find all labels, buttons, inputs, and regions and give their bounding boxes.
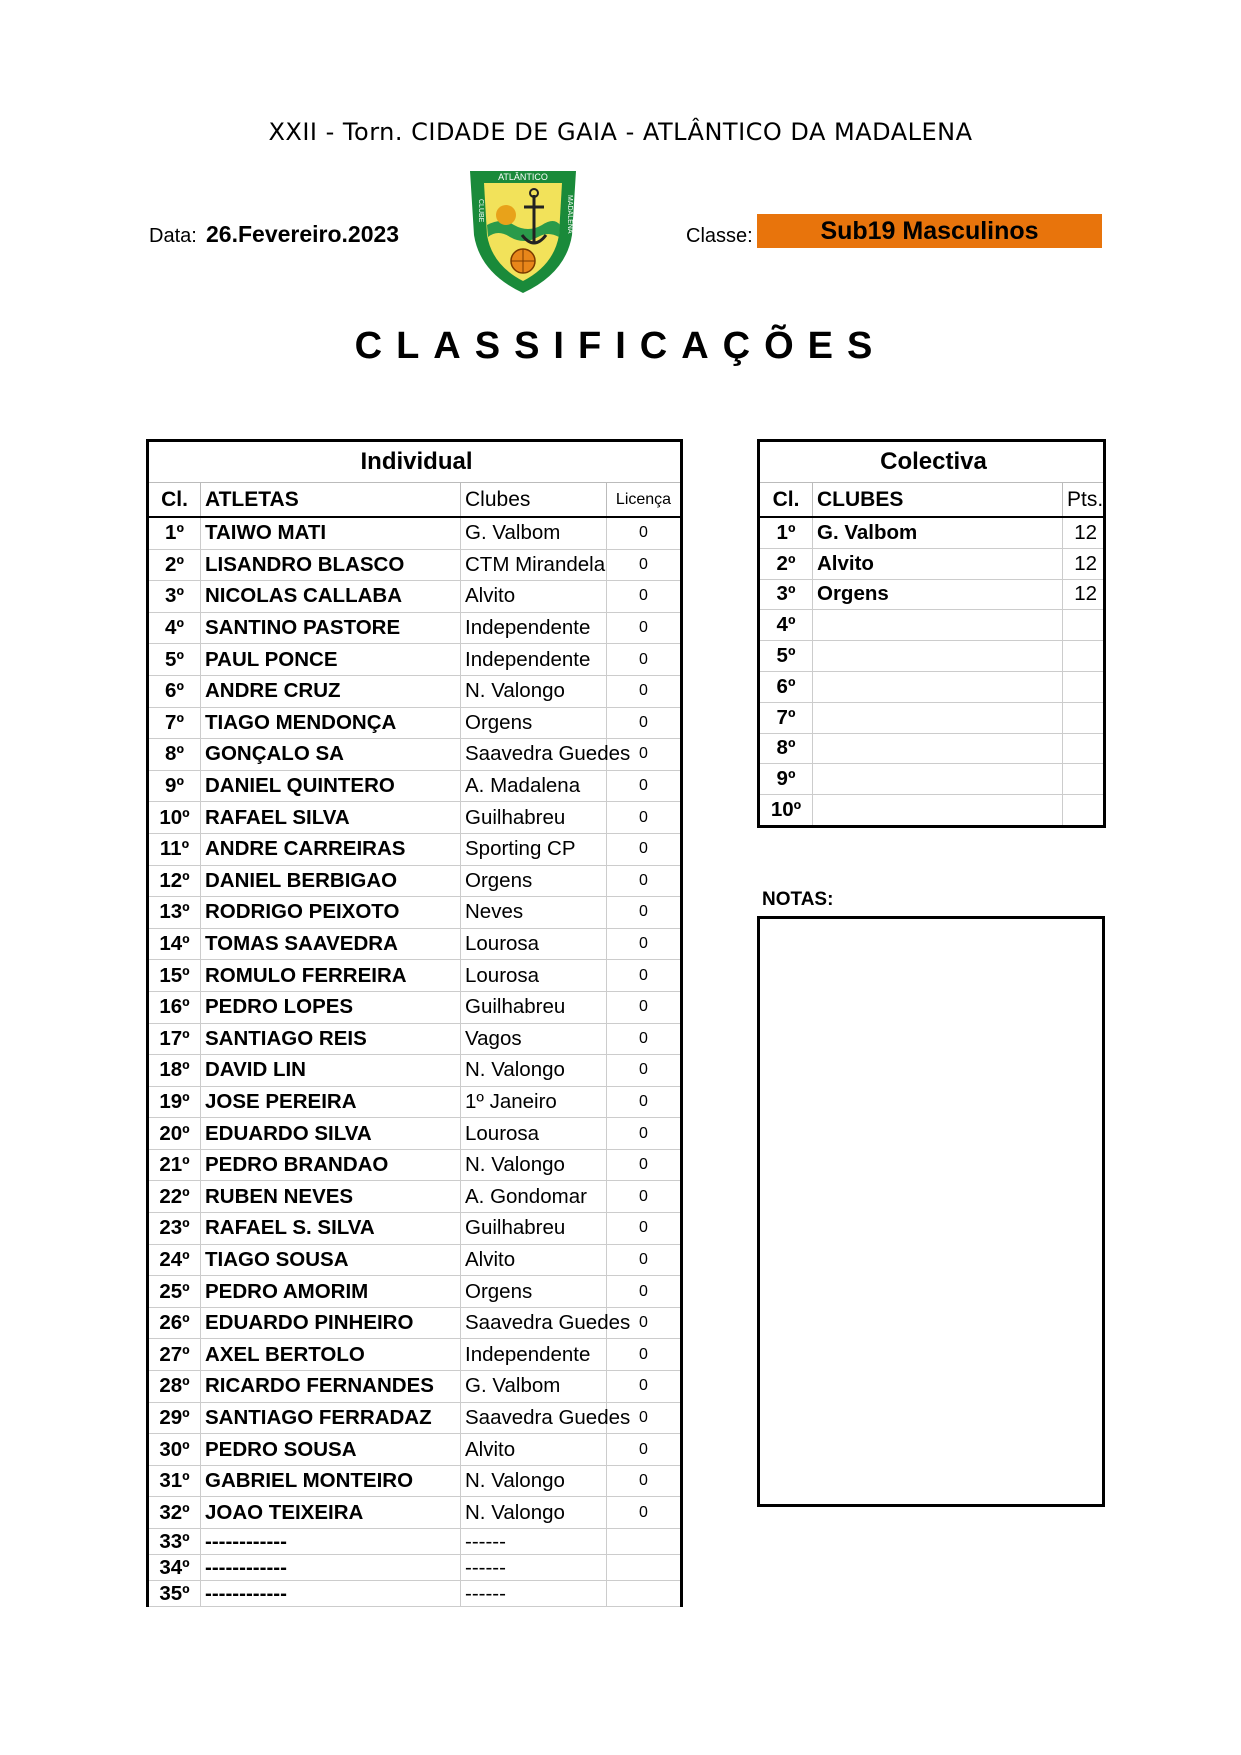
licenca-cell: 0 xyxy=(607,1149,682,1181)
licenca-cell: 0 xyxy=(607,612,682,644)
athlete-cell: RAFAEL SILVA xyxy=(201,802,461,834)
athlete-cell: ANDRE CARREIRAS xyxy=(201,833,461,865)
club-cell: ------ xyxy=(461,1555,607,1581)
athlete-cell: TAIWO MATI xyxy=(201,517,461,549)
licenca-cell: 0 xyxy=(607,1086,682,1118)
licenca-cell: 0 xyxy=(607,1023,682,1055)
table-row xyxy=(148,1213,682,1245)
licenca-cell: 0 xyxy=(607,549,682,581)
athlete-cell: RUBEN NEVES xyxy=(201,1181,461,1213)
points-cell: 12 xyxy=(1063,517,1105,548)
athlete-cell: ------------ xyxy=(201,1555,461,1581)
licenca-cell: 0 xyxy=(607,865,682,897)
licenca-cell: 0 xyxy=(607,1434,682,1466)
rank-cell: 8º xyxy=(759,733,813,764)
athlete-cell: JOSE PEREIRA xyxy=(201,1086,461,1118)
club-cell: Orgens xyxy=(813,579,1063,610)
club-cell: Alvito xyxy=(461,1244,607,1276)
club-cell xyxy=(813,733,1063,764)
licenca-cell: 0 xyxy=(607,1371,682,1403)
club-cell: Guilhabreu xyxy=(461,1213,607,1245)
rank-cell: 10º xyxy=(148,802,201,834)
logo-top-text: ATLÂNTICO xyxy=(498,172,548,182)
table-row xyxy=(759,795,1105,827)
table-row xyxy=(148,1276,682,1308)
club-crest-icon xyxy=(462,165,584,295)
athlete-cell: LISANDRO BLASCO xyxy=(201,549,461,581)
athlete-cell: ------------ xyxy=(201,1581,461,1607)
club-cell: CTM Mirandela xyxy=(461,549,607,581)
rank-cell: 5º xyxy=(759,641,813,672)
licenca-cell: 0 xyxy=(607,675,682,707)
licenca-cell: 0 xyxy=(607,739,682,771)
club-cell: 1º Janeiro xyxy=(461,1086,607,1118)
club-cell: Orgens xyxy=(461,865,607,897)
licenca-cell: 0 xyxy=(607,1181,682,1213)
licenca-cell: 0 xyxy=(607,1497,682,1529)
athlete-cell: NICOLAS CALLABA xyxy=(201,581,461,613)
tournament-title: XXII - Torn. CIDADE DE GAIA - ATLÂNTICO DA MADALENA xyxy=(268,118,973,146)
rank-cell: 10º xyxy=(759,795,813,827)
date-value: 26.Fevereiro.2023 xyxy=(206,221,400,247)
club-cell xyxy=(813,795,1063,827)
points-cell xyxy=(1063,702,1105,733)
licenca-cell xyxy=(607,1581,682,1607)
rank-cell: 25º xyxy=(148,1276,201,1308)
licenca-cell: 0 xyxy=(607,1213,682,1245)
athlete-cell: PEDRO BRANDAO xyxy=(201,1149,461,1181)
licenca-cell: 0 xyxy=(607,517,682,549)
club-cell xyxy=(813,671,1063,702)
rank-cell: 6º xyxy=(759,671,813,702)
licenca-cell: 0 xyxy=(607,960,682,992)
rank-cell: 33º xyxy=(148,1529,201,1555)
rank-cell: 2º xyxy=(759,548,813,579)
athlete-cell: DAVID LIN xyxy=(201,1055,461,1087)
licenca-cell: 0 xyxy=(607,770,682,802)
club-cell: N. Valongo xyxy=(461,1465,607,1497)
table-row xyxy=(148,1402,682,1434)
table-row xyxy=(148,675,682,707)
page-title: CLASSIFICAÇÕES xyxy=(354,325,887,367)
rank-cell: 22º xyxy=(148,1181,201,1213)
club-cell: Orgens xyxy=(461,1276,607,1308)
licenca-cell: 0 xyxy=(607,897,682,929)
club-cell: N. Valongo xyxy=(461,675,607,707)
table-row xyxy=(148,1149,682,1181)
rank-cell: 9º xyxy=(148,770,201,802)
licenca-cell: 0 xyxy=(607,707,682,739)
athlete-cell: RICARDO FERNANDES xyxy=(201,1371,461,1403)
athlete-cell: GABRIEL MONTEIRO xyxy=(201,1465,461,1497)
club-cell: Lourosa xyxy=(461,1118,607,1150)
athlete-cell: ------------ xyxy=(201,1529,461,1555)
table-row xyxy=(759,610,1105,641)
rank-cell: 13º xyxy=(148,897,201,929)
club-cell: ------ xyxy=(461,1581,607,1607)
athlete-cell: SANTIAGO REIS xyxy=(201,1023,461,1055)
athlete-cell: TOMAS SAAVEDRA xyxy=(201,928,461,960)
licenca-cell: 0 xyxy=(607,1244,682,1276)
rank-cell: 6º xyxy=(148,675,201,707)
athlete-cell: JOAO TEIXEIRA xyxy=(201,1497,461,1529)
header-atletas: ATLETAS xyxy=(201,483,461,518)
club-cell: A. Madalena xyxy=(461,770,607,802)
table-row xyxy=(759,764,1105,795)
table-row xyxy=(148,897,682,929)
table-row xyxy=(148,960,682,992)
club-cell: Guilhabreu xyxy=(461,991,607,1023)
table-row xyxy=(759,641,1105,672)
rank-cell: 4º xyxy=(148,612,201,644)
licenca-cell: 0 xyxy=(607,1055,682,1087)
club-cell: Independente xyxy=(461,1339,607,1371)
header-clubes: CLUBES xyxy=(813,483,1063,518)
club-cell: G. Valbom xyxy=(813,517,1063,548)
rank-cell: 15º xyxy=(148,960,201,992)
rank-cell: 2º xyxy=(148,549,201,581)
rank-cell: 23º xyxy=(148,1213,201,1245)
club-cell: Saavedra Guedes xyxy=(461,739,607,771)
rank-cell: 4º xyxy=(759,610,813,641)
table-row xyxy=(148,1181,682,1213)
colectiva-caption: Colectiva xyxy=(759,441,1105,483)
club-cell: G. Valbom xyxy=(461,517,607,549)
rank-cell: 20º xyxy=(148,1118,201,1150)
licenca-cell xyxy=(607,1529,682,1555)
athlete-cell: RAFAEL S. SILVA xyxy=(201,1213,461,1245)
club-cell xyxy=(813,764,1063,795)
licenca-cell: 0 xyxy=(607,928,682,960)
header-clubes: Clubes xyxy=(461,483,607,518)
club-cell xyxy=(813,702,1063,733)
athlete-cell: GONÇALO SA xyxy=(201,739,461,771)
table-row xyxy=(148,517,682,549)
rank-cell: 18º xyxy=(148,1055,201,1087)
table-row xyxy=(148,549,682,581)
licenca-cell: 0 xyxy=(607,1465,682,1497)
licenca-cell: 0 xyxy=(607,644,682,676)
header-licenca: Licença xyxy=(607,483,682,518)
athlete-cell: TIAGO SOUSA xyxy=(201,1244,461,1276)
table-row xyxy=(148,770,682,802)
rank-cell: 12º xyxy=(148,865,201,897)
notas-box xyxy=(757,916,1105,1507)
rank-cell: 28º xyxy=(148,1371,201,1403)
individual-caption: Individual xyxy=(148,441,682,483)
rank-cell: 7º xyxy=(148,707,201,739)
rank-cell: 3º xyxy=(148,581,201,613)
licenca-cell: 0 xyxy=(607,991,682,1023)
rank-cell: 19º xyxy=(148,1086,201,1118)
athlete-cell: RODRIGO PEIXOTO xyxy=(201,897,461,929)
licenca-cell: 0 xyxy=(607,1276,682,1308)
table-row xyxy=(148,991,682,1023)
licenca-cell: 0 xyxy=(607,1307,682,1339)
table-row xyxy=(148,865,682,897)
rank-cell: 14º xyxy=(148,928,201,960)
points-cell xyxy=(1063,641,1105,672)
table-row xyxy=(148,581,682,613)
rank-cell: 34º xyxy=(148,1555,201,1581)
date-label: Data: xyxy=(149,225,197,247)
table-row xyxy=(759,671,1105,702)
table-row xyxy=(148,1581,682,1607)
rank-cell: 7º xyxy=(759,702,813,733)
table-row xyxy=(148,1465,682,1497)
table-row xyxy=(148,1023,682,1055)
table-row xyxy=(148,1086,682,1118)
club-cell: Saavedra Guedes xyxy=(461,1307,607,1339)
table-row xyxy=(148,1529,682,1555)
athlete-cell: AXEL BERTOLO xyxy=(201,1339,461,1371)
points-cell xyxy=(1063,610,1105,641)
table-row xyxy=(759,548,1105,579)
table-row xyxy=(148,707,682,739)
table-row xyxy=(759,517,1105,548)
athlete-cell: PEDRO LOPES xyxy=(201,991,461,1023)
rank-cell: 1º xyxy=(759,517,813,548)
individual-table xyxy=(146,439,683,1607)
points-cell xyxy=(1063,733,1105,764)
points-cell: 12 xyxy=(1063,579,1105,610)
logo-right-text: MADALENA xyxy=(566,195,573,234)
rank-cell: 8º xyxy=(148,739,201,771)
licenca-cell: 0 xyxy=(607,1118,682,1150)
club-cell: Alvito xyxy=(461,1434,607,1466)
club-cell xyxy=(813,641,1063,672)
rank-cell: 35º xyxy=(148,1581,201,1607)
table-row xyxy=(148,833,682,865)
athlete-cell: DANIEL QUINTERO xyxy=(201,770,461,802)
licenca-cell: 0 xyxy=(607,1402,682,1434)
club-cell: Independente xyxy=(461,644,607,676)
rank-cell: 16º xyxy=(148,991,201,1023)
header-pts: Pts. xyxy=(1063,483,1105,518)
header-cl: Cl. xyxy=(759,483,813,518)
licenca-cell: 0 xyxy=(607,833,682,865)
licenca-cell xyxy=(607,1555,682,1581)
club-cell: N. Valongo xyxy=(461,1149,607,1181)
athlete-cell: PAUL PONCE xyxy=(201,644,461,676)
club-cell: Lourosa xyxy=(461,928,607,960)
rank-cell: 17º xyxy=(148,1023,201,1055)
points-cell xyxy=(1063,764,1105,795)
table-row xyxy=(148,644,682,676)
club-cell: N. Valongo xyxy=(461,1497,607,1529)
table-row xyxy=(148,612,682,644)
athlete-cell: TIAGO MENDONÇA xyxy=(201,707,461,739)
athlete-cell: EDUARDO SILVA xyxy=(201,1118,461,1150)
club-cell: Vagos xyxy=(461,1023,607,1055)
table-row xyxy=(148,739,682,771)
table-row xyxy=(148,1434,682,1466)
table-row xyxy=(148,1339,682,1371)
club-cell: Guilhabreu xyxy=(461,802,607,834)
rank-cell: 9º xyxy=(759,764,813,795)
table-row xyxy=(148,1555,682,1581)
rank-cell: 27º xyxy=(148,1339,201,1371)
licenca-cell: 0 xyxy=(607,1339,682,1371)
notas-label: NOTAS: xyxy=(762,889,834,910)
club-cell: Neves xyxy=(461,897,607,929)
rank-cell: 21º xyxy=(148,1149,201,1181)
club-cell: A. Gondomar xyxy=(461,1181,607,1213)
table-row xyxy=(148,1497,682,1529)
athlete-cell: ROMULO FERREIRA xyxy=(201,960,461,992)
table-row xyxy=(148,928,682,960)
athlete-cell: ANDRE CRUZ xyxy=(201,675,461,707)
club-cell: ------ xyxy=(461,1529,607,1555)
club-cell: G. Valbom xyxy=(461,1371,607,1403)
athlete-cell: DANIEL BERBIGAO xyxy=(201,865,461,897)
rank-cell: 31º xyxy=(148,1465,201,1497)
club-cell: Lourosa xyxy=(461,960,607,992)
rank-cell: 26º xyxy=(148,1307,201,1339)
athlete-cell: EDUARDO PINHEIRO xyxy=(201,1307,461,1339)
athlete-cell: SANTINO PASTORE xyxy=(201,612,461,644)
club-cell: Saavedra Guedes xyxy=(461,1402,607,1434)
table-row xyxy=(148,802,682,834)
licenca-cell: 0 xyxy=(607,802,682,834)
athlete-cell: PEDRO AMORIM xyxy=(201,1276,461,1308)
club-cell: Orgens xyxy=(461,707,607,739)
athlete-cell: SANTIAGO FERRADAZ xyxy=(201,1402,461,1434)
table-row xyxy=(148,1055,682,1087)
table-row xyxy=(759,702,1105,733)
rank-cell: 32º xyxy=(148,1497,201,1529)
points-cell xyxy=(1063,671,1105,702)
rank-cell: 29º xyxy=(148,1402,201,1434)
colectiva-table xyxy=(757,439,1106,828)
points-cell xyxy=(1063,795,1105,827)
athlete-cell: PEDRO SOUSA xyxy=(201,1434,461,1466)
table-row xyxy=(148,1244,682,1276)
table-row xyxy=(148,1371,682,1403)
club-cell: Independente xyxy=(461,612,607,644)
rank-cell: 5º xyxy=(148,644,201,676)
table-row xyxy=(148,1118,682,1150)
table-row xyxy=(759,579,1105,610)
club-cell: Alvito xyxy=(461,581,607,613)
rank-cell: 1º xyxy=(148,517,201,549)
club-cell: Alvito xyxy=(813,548,1063,579)
rank-cell: 3º xyxy=(759,579,813,610)
table-row xyxy=(759,733,1105,764)
header-cl: Cl. xyxy=(148,483,201,518)
rank-cell: 30º xyxy=(148,1434,201,1466)
club-cell: N. Valongo xyxy=(461,1055,607,1087)
classe-label: Classe: xyxy=(686,225,753,247)
club-cell: Sporting CP xyxy=(461,833,607,865)
classe-value: Sub19 Masculinos xyxy=(757,214,1102,248)
club-cell xyxy=(813,610,1063,641)
rank-cell: 24º xyxy=(148,1244,201,1276)
points-cell: 12 xyxy=(1063,548,1105,579)
licenca-cell: 0 xyxy=(607,581,682,613)
table-row xyxy=(148,1307,682,1339)
logo-left-text: CLUBE xyxy=(477,199,484,223)
rank-cell: 11º xyxy=(148,833,201,865)
